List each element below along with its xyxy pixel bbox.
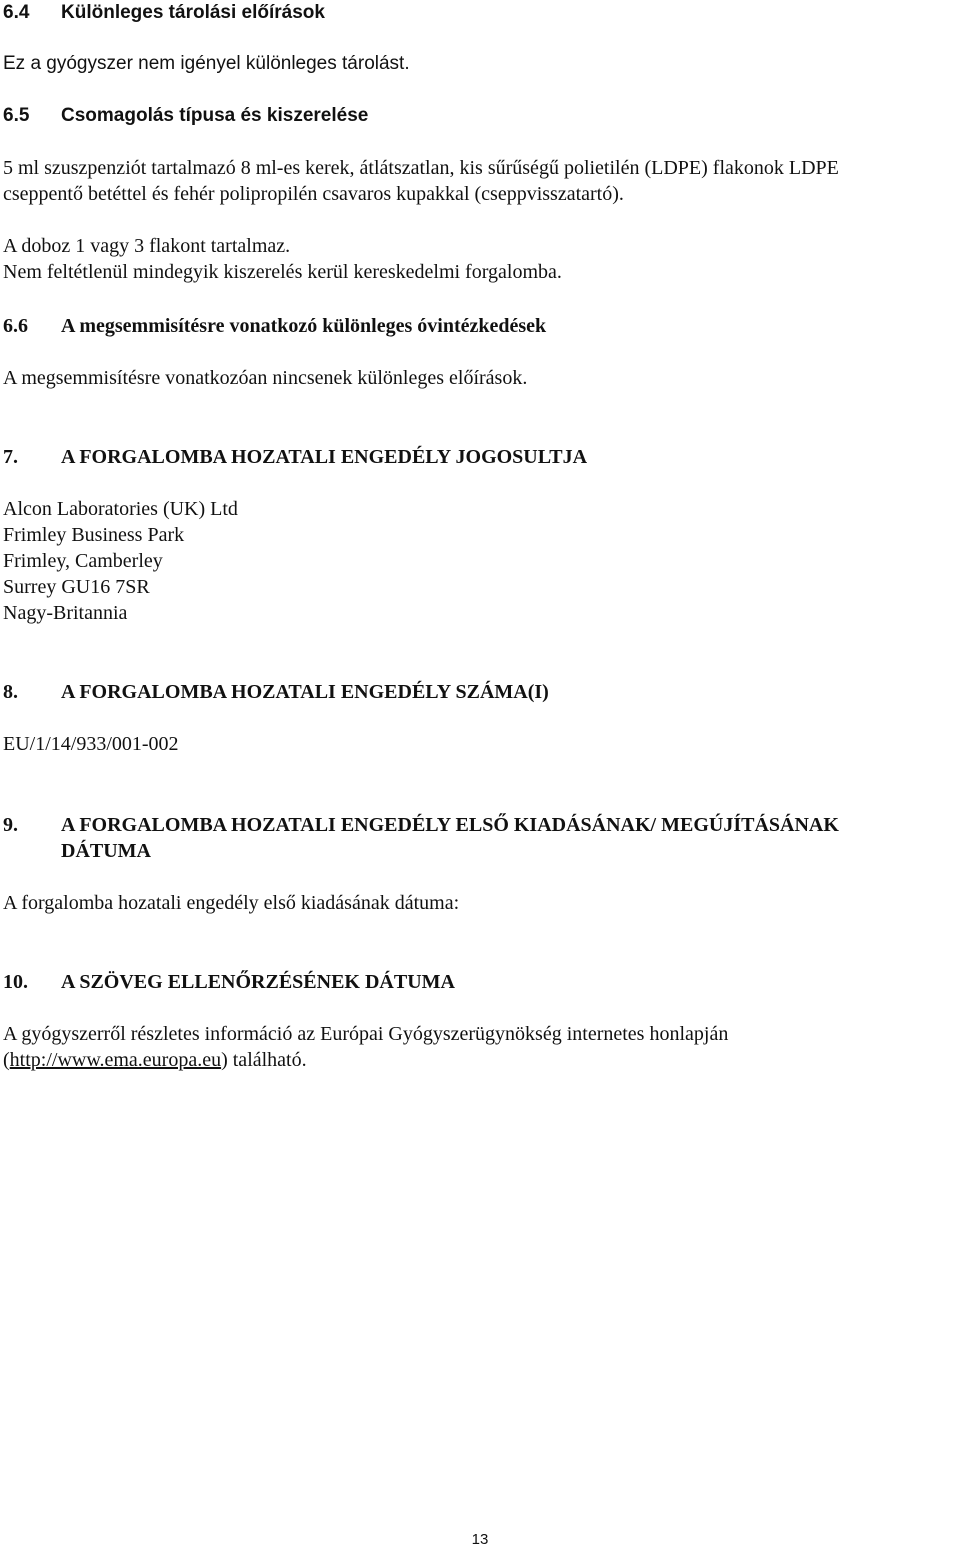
address-line: Surrey GU16 7SR: [3, 576, 150, 598]
section-9-heading-line2: DÁTUMA: [61, 840, 151, 862]
section-10-text-line: A gyógyszerről részletes információ az Európai Gyógyszerügynökség internetes honlapján: [3, 1023, 729, 1045]
section-6-5-paragraph-line: cseppentő betéttel és fehér polipropilén csavaros kupakkal (cseppvisszatartó).: [3, 183, 624, 205]
section-number: 6.4: [3, 2, 30, 23]
section-9-text: A forgalomba hozatali engedély első kiadásának dátuma:: [3, 892, 460, 914]
address-line: Alcon Laboratories (UK) Ltd: [3, 498, 238, 520]
section-6-5-paragraph-line: A doboz 1 vagy 3 flakont tartalmaz.: [3, 235, 291, 257]
section-number: 6.5: [3, 105, 30, 126]
section-10-text-line: [3, 1047, 307, 1073]
text-rest: ) található.: [221, 1049, 307, 1071]
section-10-heading: [3, 969, 455, 995]
section-number: 9.: [3, 814, 18, 836]
section-6-5-paragraph-line: 5 ml szuszpenziót tartalmazó 8 ml-es kerek, átlátszatlan, kis sűrűségű polietilén (LDPE) flakonok LDPE: [3, 157, 839, 179]
paren-open: (: [3, 1049, 10, 1071]
section-6-4-heading: [3, 0, 325, 26]
page-number: 13: [471, 1531, 489, 1548]
section-number: 8.: [3, 681, 18, 703]
section-title: Csomagolás típusa és kiszerelése: [61, 105, 369, 126]
section-title: A megsemmisítésre vonatkozó különleges óvintézkedések: [61, 315, 547, 337]
section-number: 10.: [3, 971, 28, 993]
ema-website-link[interactable]: http://www.ema.europa.eu: [9, 1049, 222, 1071]
section-6-6-heading: [3, 313, 546, 339]
address-line: Frimley, Camberley: [3, 550, 163, 572]
section-number: 7.: [3, 446, 18, 468]
section-title: A SZÖVEG ELLENŐRZÉSÉNEK DÁTUMA: [61, 971, 455, 993]
section-6-5-paragraph-line: Nem feltétlenül mindegyik kiszerelés kerül kereskedelmi forgalomba.: [3, 261, 562, 283]
section-title: Különleges tárolási előírások: [61, 2, 325, 23]
section-6-4-text: Ez a gyógyszer nem igényel különleges tárolást.: [3, 53, 410, 74]
section-8-heading: [3, 679, 549, 705]
section-title: A FORGALOMBA HOZATALI ENGEDÉLY JOGOSULTJA: [61, 446, 588, 468]
section-title: A FORGALOMBA HOZATALI ENGEDÉLY SZÁMA(I): [61, 681, 549, 703]
section-title: A FORGALOMBA HOZATALI ENGEDÉLY ELSŐ KIADÁSÁNAK/ MEGÚJÍTÁSÁNAK: [61, 814, 839, 836]
section-6-5-heading: [3, 103, 368, 129]
authorisation-number: EU/1/14/933/001-002: [3, 733, 179, 755]
section-7-heading: [3, 444, 587, 470]
address-line: Frimley Business Park: [3, 524, 185, 546]
address-line: Nagy-Britannia: [3, 602, 128, 624]
section-number: 6.6: [3, 315, 28, 337]
section-9-heading: [3, 812, 839, 838]
section-6-6-text: A megsemmisítésre vonatkozóan nincsenek különleges előírások.: [3, 367, 528, 389]
